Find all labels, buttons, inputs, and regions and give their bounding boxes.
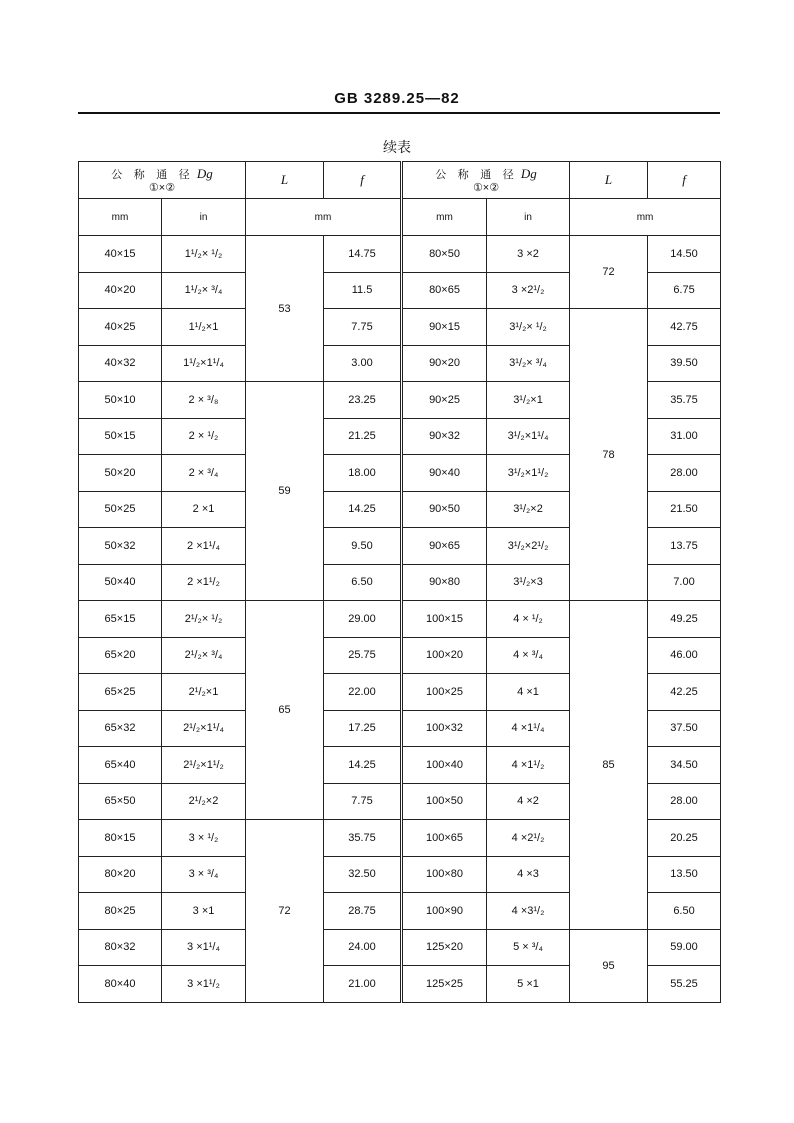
header-L-left <box>246 162 324 199</box>
cell-dg-in: 4 ×1 <box>487 674 570 711</box>
header-f-label: f <box>682 172 686 187</box>
cell-f: 25.75 <box>324 637 402 674</box>
cell-dg-mm: 100×15 <box>402 601 487 638</box>
cell-dg-in: 2 × ³/₈ <box>162 382 246 419</box>
cell-f: 32.50 <box>324 856 402 893</box>
cell-dg-in: 1¹/₂× ³/₄ <box>162 272 246 309</box>
cell-dg-mm: 90×32 <box>402 418 487 455</box>
cell-f: 14.25 <box>324 491 402 528</box>
cell-dg-in: 4 ×1¹/₄ <box>487 710 570 747</box>
cell-dg-in: 3¹/₂×3 <box>487 564 570 601</box>
cell-dg-in: 3 × ¹/₂ <box>162 820 246 857</box>
header-dg-symbol: Dg <box>520 165 537 181</box>
cell-dg-in: 1¹/₂×1 <box>162 309 246 346</box>
table-caption: 续表 <box>383 140 411 156</box>
cell-dg-in: 2 ×1 <box>162 491 246 528</box>
cell-dg-mm: 100×25 <box>402 674 487 711</box>
cell-f: 23.25 <box>324 382 402 419</box>
cell-dg-mm: 90×20 <box>402 345 487 382</box>
cell-dg-mm: 50×10 <box>79 382 162 419</box>
cell-dg-mm: 40×25 <box>79 309 162 346</box>
cell-dg-mm: 50×20 <box>79 455 162 492</box>
cell-f: 17.25 <box>324 710 402 747</box>
cell-f: 21.25 <box>324 418 402 455</box>
cell-f: 29.00 <box>324 601 402 638</box>
cell-f: 59.00 <box>648 929 721 966</box>
unit-mm-lf-right: mm <box>570 199 721 236</box>
cell-f: 6.75 <box>648 272 721 309</box>
table-row <box>79 929 721 966</box>
cell-dg-mm: 100×65 <box>402 820 487 857</box>
cell-dg-in: 3¹/₂×1¹/₄ <box>487 418 570 455</box>
cell-f: 28.00 <box>648 783 721 820</box>
cell-f: 7.00 <box>648 564 721 601</box>
cell-f: 28.00 <box>648 455 721 492</box>
cell-f: 46.00 <box>648 637 721 674</box>
cell-dg-mm: 125×25 <box>402 966 487 1003</box>
cell-dg-in: 2¹/₂×2 <box>162 783 246 820</box>
cell-dg-mm: 100×90 <box>402 893 487 930</box>
cell-dg-in: 4 ×3¹/₂ <box>487 893 570 930</box>
cell-f: 55.25 <box>648 966 721 1003</box>
cell-dg-mm: 50×40 <box>79 564 162 601</box>
document-code: GB 3289.25—82 <box>334 90 460 107</box>
cell-dg-in: 4 × ³/₄ <box>487 637 570 674</box>
cell-dg-in: 4 ×1¹/₂ <box>487 747 570 784</box>
cell-f: 20.25 <box>648 820 721 857</box>
cell-dg-in: 2¹/₂×1¹/₄ <box>162 710 246 747</box>
cell-f: 21.00 <box>324 966 402 1003</box>
cell-f: 35.75 <box>324 820 402 857</box>
cell-dg-mm: 100×40 <box>402 747 487 784</box>
cell-L: 53 <box>246 236 324 382</box>
cell-L: 85 <box>570 601 648 930</box>
cell-dg-mm: 65×15 <box>79 601 162 638</box>
dimension-table <box>78 161 721 1003</box>
cell-dg-mm: 90×15 <box>402 309 487 346</box>
unit-mm-left: mm <box>79 199 162 236</box>
cell-L: 65 <box>246 601 324 820</box>
cell-dg-in: 1¹/₂× ¹/₂ <box>162 236 246 273</box>
cell-dg-in: 3¹/₂× ¹/₂ <box>487 309 570 346</box>
cell-dg-mm: 40×32 <box>79 345 162 382</box>
cell-dg-mm: 80×40 <box>79 966 162 1003</box>
cell-dg-in: 2¹/₂× ³/₄ <box>162 637 246 674</box>
table-row <box>79 309 721 346</box>
cell-dg-mm: 40×20 <box>79 272 162 309</box>
header-dg-sub: ①×② <box>148 181 176 194</box>
cell-dg-mm: 100×50 <box>402 783 487 820</box>
cell-f: 14.75 <box>324 236 402 273</box>
cell-dg-in: 3 ×1¹/₄ <box>162 929 246 966</box>
cell-f: 3.00 <box>324 345 402 382</box>
cell-L: 78 <box>570 309 648 601</box>
cell-f: 42.75 <box>648 309 721 346</box>
header-L-right <box>570 162 648 199</box>
cell-f: 18.00 <box>324 455 402 492</box>
header-f-left <box>324 162 402 199</box>
header-row <box>79 162 721 199</box>
cell-dg-in: 3 ×1 <box>162 893 246 930</box>
cell-dg-mm: 80×32 <box>79 929 162 966</box>
cell-dg-in: 2 × ³/₄ <box>162 455 246 492</box>
cell-dg-mm: 65×50 <box>79 783 162 820</box>
cell-dg-mm: 100×20 <box>402 637 487 674</box>
cell-f: 14.25 <box>324 747 402 784</box>
cell-dg-mm: 65×40 <box>79 747 162 784</box>
cell-dg-in: 4 ×2 <box>487 783 570 820</box>
cell-dg-mm: 80×15 <box>79 820 162 857</box>
cell-f: 35.75 <box>648 382 721 419</box>
cell-dg-mm: 65×25 <box>79 674 162 711</box>
cell-dg-in: 3¹/₂×2 <box>487 491 570 528</box>
cell-dg-in: 4 ×3 <box>487 856 570 893</box>
cell-dg-mm: 80×65 <box>402 272 487 309</box>
cell-dg-in: 5 ×1 <box>487 966 570 1003</box>
cell-dg-mm: 65×20 <box>79 637 162 674</box>
cell-dg-in: 3¹/₂×1¹/₂ <box>487 455 570 492</box>
cell-f: 21.50 <box>648 491 721 528</box>
cell-dg-mm: 90×50 <box>402 491 487 528</box>
unit-row <box>79 199 721 236</box>
cell-dg-in: 3¹/₂×2¹/₂ <box>487 528 570 565</box>
cell-f: 31.00 <box>648 418 721 455</box>
table-row <box>79 236 721 273</box>
cell-dg-mm: 80×50 <box>402 236 487 273</box>
cell-dg-in: 3¹/₂× ³/₄ <box>487 345 570 382</box>
cell-dg-mm: 50×25 <box>79 491 162 528</box>
cell-dg-mm: 125×20 <box>402 929 487 966</box>
cell-dg-mm: 65×32 <box>79 710 162 747</box>
cell-dg-in: 4 ×2¹/₂ <box>487 820 570 857</box>
cell-dg-in: 2 ×1¹/₂ <box>162 564 246 601</box>
header-dg-label: 公 称 通 径 <box>435 167 518 181</box>
cell-f: 6.50 <box>648 893 721 930</box>
cell-f: 22.00 <box>324 674 402 711</box>
header-L-label: L <box>604 172 613 187</box>
cell-dg-in: 2 ×1¹/₄ <box>162 528 246 565</box>
cell-dg-mm: 50×32 <box>79 528 162 565</box>
cell-dg-mm: 50×15 <box>79 418 162 455</box>
cell-f: 14.50 <box>648 236 721 273</box>
cell-dg-in: 3¹/₂×1 <box>487 382 570 419</box>
cell-dg-in: 2¹/₂× ¹/₂ <box>162 601 246 638</box>
cell-dg-in: 1¹/₂×1¹/₄ <box>162 345 246 382</box>
cell-f: 13.50 <box>648 856 721 893</box>
cell-dg-mm: 90×80 <box>402 564 487 601</box>
cell-f: 6.50 <box>324 564 402 601</box>
cell-f: 37.50 <box>648 710 721 747</box>
cell-dg-in: 5 × ³/₄ <box>487 929 570 966</box>
cell-f: 42.25 <box>648 674 721 711</box>
cell-dg-mm: 90×25 <box>402 382 487 419</box>
header-f-label: f <box>360 172 364 187</box>
cell-f: 49.25 <box>648 601 721 638</box>
cell-dg-in: 3 × ³/₄ <box>162 856 246 893</box>
unit-in-right: in <box>487 199 570 236</box>
cell-dg-in: 2 × ¹/₂ <box>162 418 246 455</box>
header-dg-label: 公 称 通 径 <box>111 167 194 181</box>
unit-mm-right: mm <box>402 199 487 236</box>
cell-dg-mm: 90×65 <box>402 528 487 565</box>
cell-f: 7.75 <box>324 783 402 820</box>
cell-f: 13.75 <box>648 528 721 565</box>
table-row <box>79 601 721 638</box>
header-dg-left <box>79 162 246 199</box>
cell-f: 24.00 <box>324 929 402 966</box>
cell-f: 11.5 <box>324 272 402 309</box>
table-body <box>79 236 721 1003</box>
header-L-label: L <box>280 172 289 187</box>
header-dg-right <box>402 162 570 199</box>
header-dg-sub: ①×② <box>472 181 500 194</box>
cell-dg-in: 2¹/₂×1¹/₂ <box>162 747 246 784</box>
cell-dg-in: 2¹/₂×1 <box>162 674 246 711</box>
cell-dg-mm: 80×25 <box>79 893 162 930</box>
unit-in-left: in <box>162 199 246 236</box>
cell-dg-in: 4 × ¹/₂ <box>487 601 570 638</box>
cell-L: 72 <box>246 820 324 1003</box>
cell-L: 95 <box>570 929 648 1002</box>
header-rule <box>78 112 720 114</box>
cell-dg-mm: 90×40 <box>402 455 487 492</box>
cell-dg-mm: 100×80 <box>402 856 487 893</box>
cell-dg-in: 3 ×1¹/₂ <box>162 966 246 1003</box>
unit-mm-lf-left: mm <box>246 199 402 236</box>
cell-f: 28.75 <box>324 893 402 930</box>
cell-f: 34.50 <box>648 747 721 784</box>
cell-L: 72 <box>570 236 648 309</box>
cell-dg-mm: 40×15 <box>79 236 162 273</box>
cell-f: 39.50 <box>648 345 721 382</box>
cell-L: 59 <box>246 382 324 601</box>
cell-dg-mm: 100×32 <box>402 710 487 747</box>
cell-dg-in: 3 ×2¹/₂ <box>487 272 570 309</box>
cell-f: 7.75 <box>324 309 402 346</box>
cell-dg-in: 3 ×2 <box>487 236 570 273</box>
header-dg-symbol: Dg <box>196 165 213 181</box>
cell-f: 9.50 <box>324 528 402 565</box>
cell-dg-mm: 80×20 <box>79 856 162 893</box>
header-f-right <box>648 162 721 199</box>
